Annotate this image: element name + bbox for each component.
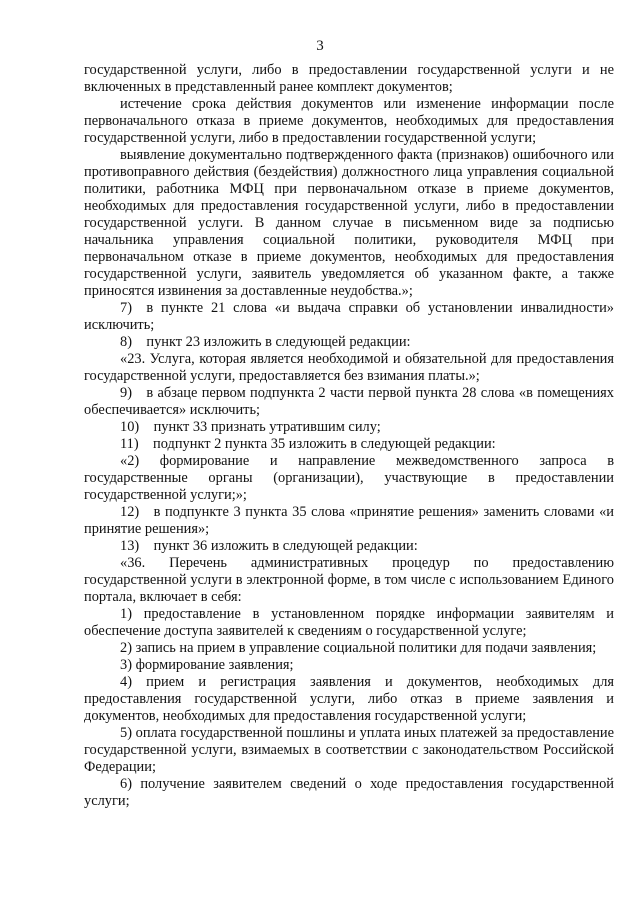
- paragraph: «2) формирование и направление межведомственного запроса в государственные органы (организации), участвующие в предоставлении государственной услуги;»;: [84, 453, 614, 503]
- paragraph: 2) запись на прием в управление социальной политики для подачи заявления;: [120, 640, 597, 656]
- paragraph: 12) в подпункте 3 пункта 35 слова «принятие решения» заменить словами «и принятие решения»;: [84, 504, 614, 537]
- paragraph: 4) прием и регистрация заявления и документов, необходимых для предоставления государственной услуги, либо отказ в приеме заявления и документов, необходимых для предоставления государственной услуги;: [84, 674, 614, 724]
- paragraph: 8) пункт 23 изложить в следующей редакции:: [120, 334, 411, 350]
- paragraph: 11) подпункт 2 пункта 35 изложить в следующей редакции:: [120, 436, 496, 452]
- page-number: 3: [316, 38, 324, 54]
- paragraph: 1) предоставление в установленном порядке информации заявителям и обеспечение доступа заявителей к сведениям о государственной услуге;: [84, 606, 614, 639]
- paragraph: 6) получение заявителем сведений о ходе предоставления государственной услуги;: [84, 776, 614, 809]
- paragraph: «23. Услуга, которая является необходимой и обязательной для предоставления государственной услуги, предоставляется без взимания платы.»;: [84, 351, 614, 384]
- paragraph: «36. Перечень административных процедур по предоставлению государственной услуги в электронной форме, в том числе с использованием Единого портала, включает в себя:: [84, 555, 614, 605]
- paragraph: 3) формирование заявления;: [120, 657, 294, 673]
- paragraph: 9) в абзаце первом подпункта 2 части первой пункта 28 слова «в помещениях обеспечивается» исключить;: [84, 385, 614, 418]
- paragraph: 7) в пункте 21 слова «и выдача справки об установлении инвалидности» исключить;: [84, 300, 614, 333]
- paragraph: 13) пункт 36 изложить в следующей редакции:: [120, 538, 418, 554]
- paragraph: выявление документально подтвержденного факта (признаков) ошибочного или противоправного действия (бездействия) должностного лица управления социальной политики, работника МФЦ при первоначальном отказе в приеме документов, необходимых для предоставления государственной услуги, либо в предоставлении государственной услуги. В данном случае в письменном виде за подписью начальника управления социальной политики, руководителя МФЦ при первоначальном отказе в приеме документов, необходимых для предоставления государственной услуги, заявитель уведомляется об указанном факте, а также приносятся извинения за доставленные неудобства.»;: [84, 147, 614, 299]
- document-body: [84, 62, 614, 810]
- paragraph: государственной услуги, либо в предоставлении государственной услуги и не включенных в представленный ранее комплект документов;: [84, 62, 614, 95]
- paragraph: 5) оплата государственной пошлины и уплата иных платежей за предоставление государственной услуги, взимаемых в соответствии с законодательством Российской Федерации;: [84, 725, 614, 775]
- paragraph: истечение срока действия документов или изменение информации после первоначального отказа в приеме документов, необходимых для предоставления государственной услуги, либо в предоставлении государственной услуги;: [84, 96, 614, 146]
- paragraph: 10) пункт 33 признать утратившим силу;: [120, 419, 381, 435]
